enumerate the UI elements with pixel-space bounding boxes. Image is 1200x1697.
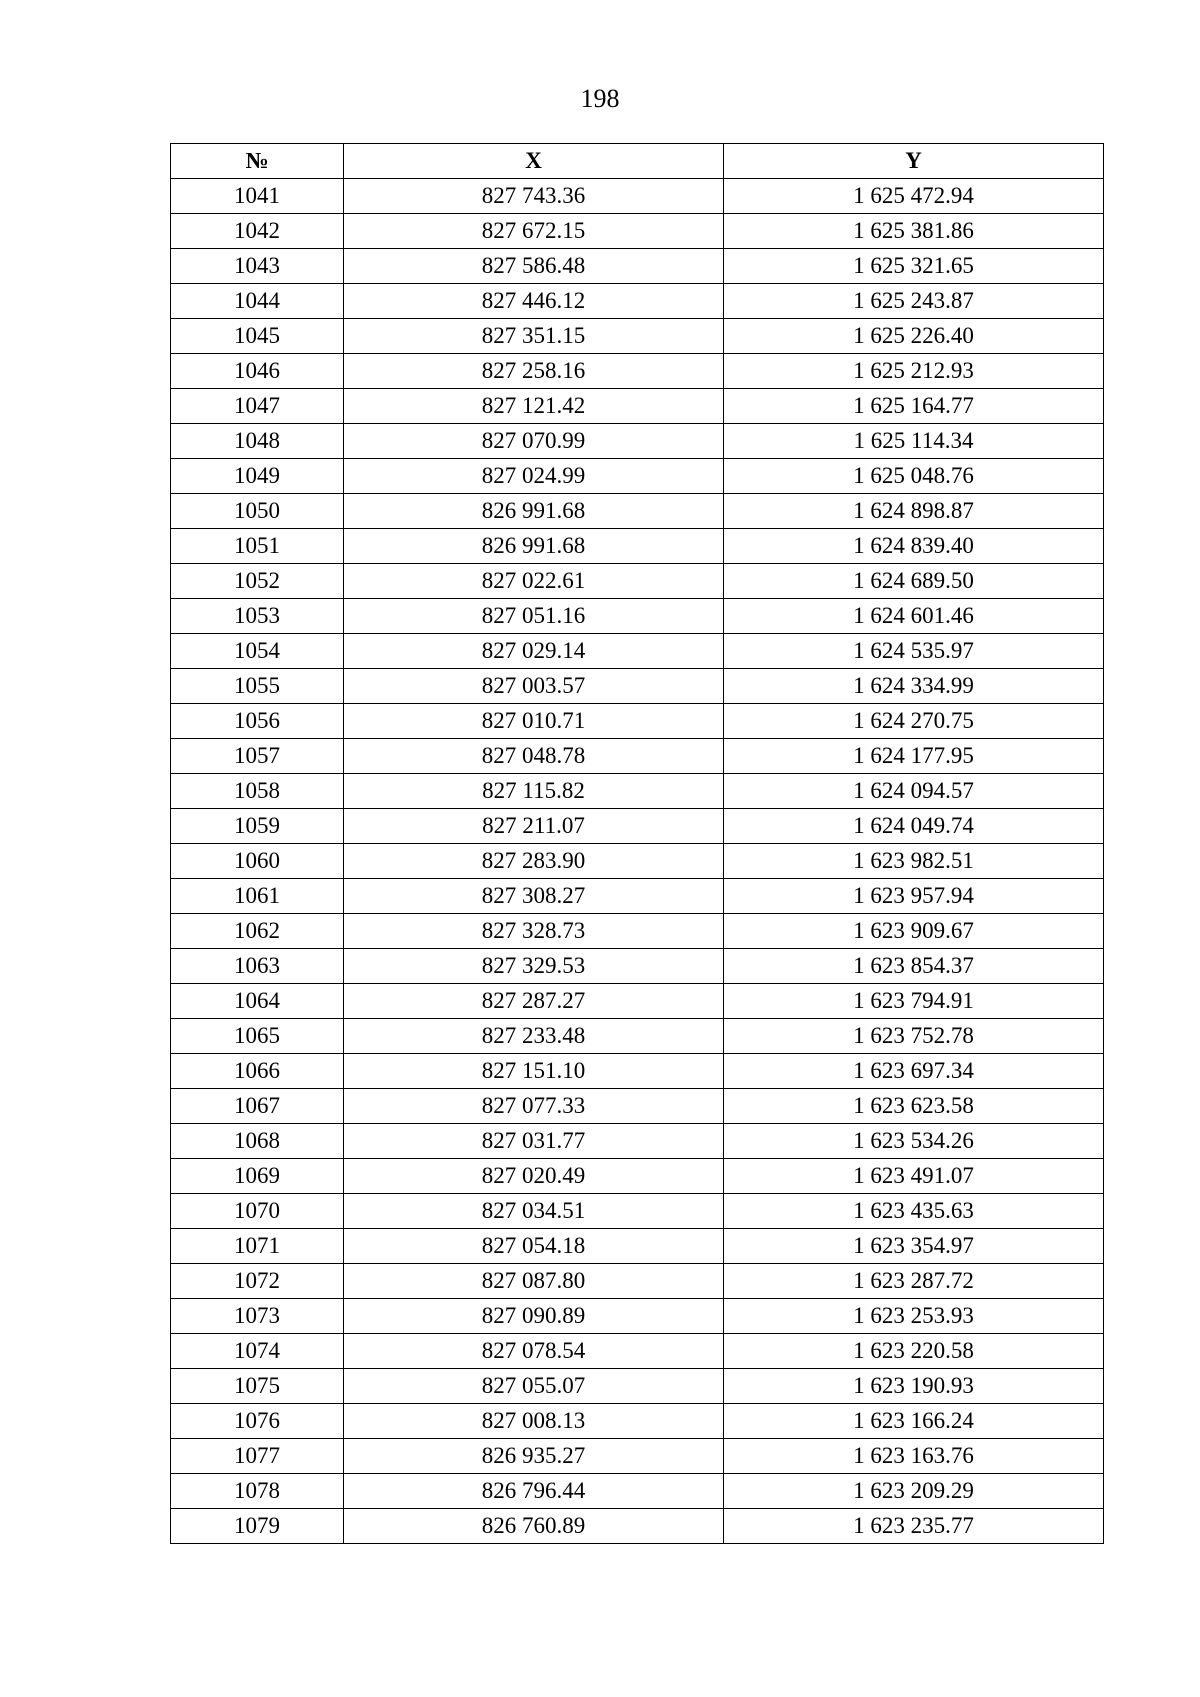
point-number-cell: 1066 [171,1054,344,1089]
y-coordinate-cell: 1 625 114.34 [724,424,1104,459]
y-coordinate-cell: 1 624 334.99 [724,669,1104,704]
table-row [171,1369,1104,1404]
x-coordinate-cell: 827 077.33 [344,1089,724,1124]
x-coordinate-cell: 827 308.27 [344,879,724,914]
table-row [171,809,1104,844]
x-coordinate-cell: 827 022.61 [344,564,724,599]
y-coordinate-cell: 1 623 491.07 [724,1159,1104,1194]
point-number-cell: 1043 [171,249,344,284]
point-number-cell: 1052 [171,564,344,599]
x-coordinate-cell: 827 029.14 [344,634,724,669]
y-coordinate-cell: 1 624 689.50 [724,564,1104,599]
x-coordinate-cell: 827 115.82 [344,774,724,809]
y-coordinate-cell: 1 623 697.34 [724,1054,1104,1089]
x-coordinate-cell: 826 991.68 [344,529,724,564]
y-coordinate-cell: 1 624 270.75 [724,704,1104,739]
table-row [171,389,1104,424]
x-coordinate-cell: 827 351.15 [344,319,724,354]
page-number: 198 [580,84,620,113]
table-row [171,1509,1104,1544]
x-coordinate-cell: 827 743.36 [344,179,724,214]
point-number-cell: 1057 [171,739,344,774]
y-coordinate-cell: 1 624 177.95 [724,739,1104,774]
y-coordinate-cell: 1 625 472.94 [724,179,1104,214]
x-coordinate-cell: 827 020.49 [344,1159,724,1194]
table-row [171,1404,1104,1439]
point-number-cell: 1042 [171,214,344,249]
y-coordinate-cell: 1 625 243.87 [724,284,1104,319]
x-coordinate-cell: 827 048.78 [344,739,724,774]
point-number-cell: 1079 [171,1509,344,1544]
point-number-cell: 1055 [171,669,344,704]
x-coordinate-cell: 827 446.12 [344,284,724,319]
table-row [171,1334,1104,1369]
point-number-cell: 1041 [171,179,344,214]
x-coordinate-cell: 826 796.44 [344,1474,724,1509]
x-coordinate-cell: 827 070.99 [344,424,724,459]
table-row [171,319,1104,354]
x-coordinate-cell: 827 233.48 [344,1019,724,1054]
point-number-cell: 1062 [171,914,344,949]
table-header-row [171,144,1104,179]
x-coordinate-cell: 827 054.18 [344,1229,724,1264]
y-coordinate-cell: 1 625 164.77 [724,389,1104,424]
column-header-y: Y [724,144,1104,179]
point-number-cell: 1077 [171,1439,344,1474]
point-number-cell: 1050 [171,494,344,529]
table-row [171,949,1104,984]
table-row [171,354,1104,389]
x-coordinate-cell: 827 328.73 [344,914,724,949]
y-coordinate-cell: 1 623 166.24 [724,1404,1104,1439]
y-coordinate-cell: 1 624 839.40 [724,529,1104,564]
table-row [171,1019,1104,1054]
point-number-cell: 1073 [171,1299,344,1334]
x-coordinate-cell: 827 283.90 [344,844,724,879]
point-number-cell: 1071 [171,1229,344,1264]
table-row [171,669,1104,704]
x-coordinate-cell: 827 151.10 [344,1054,724,1089]
x-coordinate-cell: 827 287.27 [344,984,724,1019]
y-coordinate-cell: 1 623 752.78 [724,1019,1104,1054]
y-coordinate-cell: 1 623 909.67 [724,914,1104,949]
point-number-cell: 1060 [171,844,344,879]
point-number-cell: 1049 [171,459,344,494]
table-row [171,914,1104,949]
point-number-cell: 1047 [171,389,344,424]
point-number-cell: 1061 [171,879,344,914]
y-coordinate-cell: 1 625 226.40 [724,319,1104,354]
table-row [171,1124,1104,1159]
point-number-cell: 1069 [171,1159,344,1194]
point-number-cell: 1070 [171,1194,344,1229]
table-row [171,1439,1104,1474]
table-row [171,1474,1104,1509]
y-coordinate-cell: 1 623 354.97 [724,1229,1104,1264]
point-number-cell: 1046 [171,354,344,389]
point-number-cell: 1053 [171,599,344,634]
x-coordinate-cell: 827 078.54 [344,1334,724,1369]
table-row [171,564,1104,599]
x-coordinate-cell: 827 008.13 [344,1404,724,1439]
y-coordinate-cell: 1 624 535.97 [724,634,1104,669]
column-header-x: X [344,144,724,179]
y-coordinate-cell: 1 623 435.63 [724,1194,1104,1229]
table-row [171,739,1104,774]
x-coordinate-cell: 827 211.07 [344,809,724,844]
table-row [171,774,1104,809]
y-coordinate-cell: 1 625 321.65 [724,249,1104,284]
point-number-cell: 1051 [171,529,344,564]
y-coordinate-cell: 1 624 049.74 [724,809,1104,844]
point-number-cell: 1078 [171,1474,344,1509]
table-row [171,459,1104,494]
y-coordinate-cell: 1 623 220.58 [724,1334,1104,1369]
column-header-number: № [171,144,344,179]
table-row [171,249,1104,284]
point-number-cell: 1054 [171,634,344,669]
y-coordinate-cell: 1 623 982.51 [724,844,1104,879]
x-coordinate-cell: 827 055.07 [344,1369,724,1404]
point-number-cell: 1056 [171,704,344,739]
x-coordinate-cell: 826 760.89 [344,1509,724,1544]
table-row [171,1264,1104,1299]
table-row [171,634,1104,669]
point-number-cell: 1063 [171,949,344,984]
table-row [171,599,1104,634]
table-row [171,879,1104,914]
coordinates-table [170,143,1104,1544]
table-row [171,529,1104,564]
point-number-cell: 1064 [171,984,344,1019]
y-coordinate-cell: 1 623 163.76 [724,1439,1104,1474]
point-number-cell: 1048 [171,424,344,459]
y-coordinate-cell: 1 623 854.37 [724,949,1104,984]
point-number-cell: 1044 [171,284,344,319]
y-coordinate-cell: 1 623 209.29 [724,1474,1104,1509]
y-coordinate-cell: 1 624 898.87 [724,494,1104,529]
x-coordinate-cell: 827 031.77 [344,1124,724,1159]
table-row [171,179,1104,214]
y-coordinate-cell: 1 623 623.58 [724,1089,1104,1124]
table-row [171,494,1104,529]
table-row [171,1089,1104,1124]
table-row [171,284,1104,319]
y-coordinate-cell: 1 623 957.94 [724,879,1104,914]
table-row [171,844,1104,879]
y-coordinate-cell: 1 623 235.77 [724,1509,1104,1544]
table-row [171,1159,1104,1194]
point-number-cell: 1059 [171,809,344,844]
point-number-cell: 1074 [171,1334,344,1369]
y-coordinate-cell: 1 623 253.93 [724,1299,1104,1334]
point-number-cell: 1067 [171,1089,344,1124]
y-coordinate-cell: 1 625 048.76 [724,459,1104,494]
table-row [171,1229,1104,1264]
point-number-cell: 1072 [171,1264,344,1299]
table-row [171,1054,1104,1089]
table-row [171,704,1104,739]
x-coordinate-cell: 827 672.15 [344,214,724,249]
x-coordinate-cell: 827 010.71 [344,704,724,739]
x-coordinate-cell: 827 258.16 [344,354,724,389]
x-coordinate-cell: 827 329.53 [344,949,724,984]
point-number-cell: 1068 [171,1124,344,1159]
y-coordinate-cell: 1 623 190.93 [724,1369,1104,1404]
x-coordinate-cell: 827 051.16 [344,599,724,634]
x-coordinate-cell: 827 087.80 [344,1264,724,1299]
point-number-cell: 1075 [171,1369,344,1404]
table-row [171,984,1104,1019]
point-number-cell: 1065 [171,1019,344,1054]
y-coordinate-cell: 1 623 287.72 [724,1264,1104,1299]
table-row [171,1194,1104,1229]
y-coordinate-cell: 1 623 534.26 [724,1124,1104,1159]
table-row [171,1299,1104,1334]
table-row [171,424,1104,459]
x-coordinate-cell: 827 090.89 [344,1299,724,1334]
x-coordinate-cell: 827 121.42 [344,389,724,424]
y-coordinate-cell: 1 625 381.86 [724,214,1104,249]
x-coordinate-cell: 827 003.57 [344,669,724,704]
x-coordinate-cell: 826 935.27 [344,1439,724,1474]
point-number-cell: 1076 [171,1404,344,1439]
x-coordinate-cell: 826 991.68 [344,494,724,529]
point-number-cell: 1058 [171,774,344,809]
y-coordinate-cell: 1 625 212.93 [724,354,1104,389]
table-body [171,179,1104,1544]
x-coordinate-cell: 827 586.48 [344,249,724,284]
point-number-cell: 1045 [171,319,344,354]
table-row [171,214,1104,249]
y-coordinate-cell: 1 623 794.91 [724,984,1104,1019]
x-coordinate-cell: 827 034.51 [344,1194,724,1229]
y-coordinate-cell: 1 624 601.46 [724,599,1104,634]
x-coordinate-cell: 827 024.99 [344,459,724,494]
y-coordinate-cell: 1 624 094.57 [724,774,1104,809]
